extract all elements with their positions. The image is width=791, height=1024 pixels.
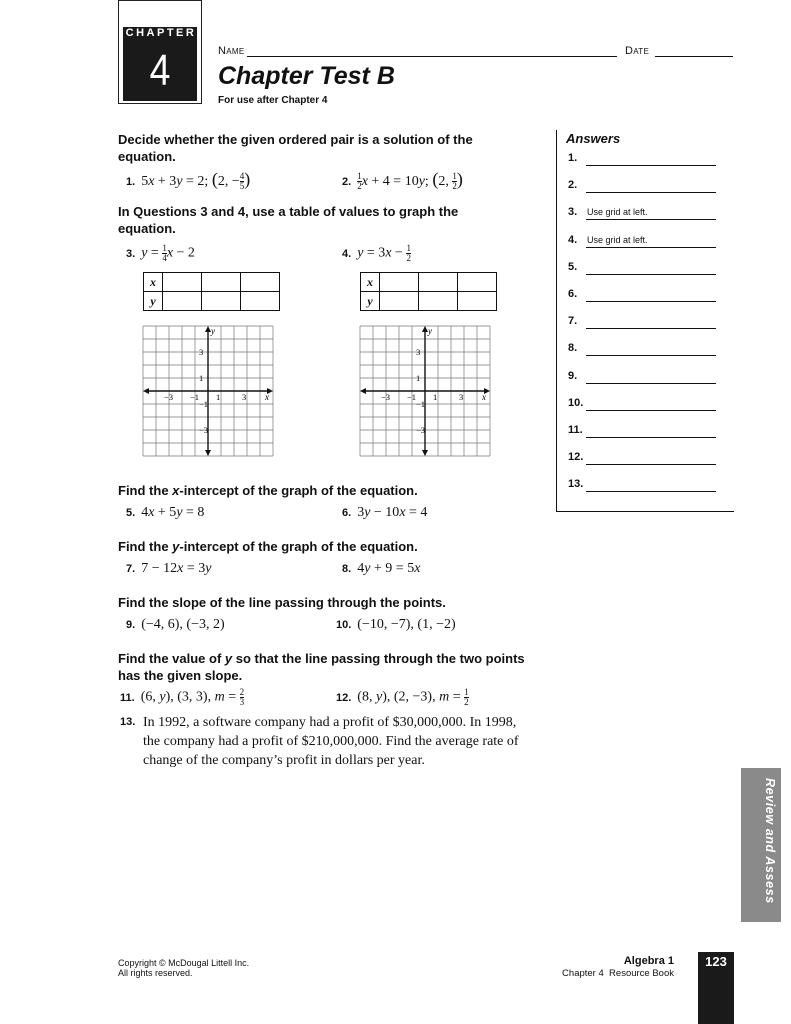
answer-row[interactable] [568, 288, 718, 302]
answer-line[interactable] [586, 355, 716, 356]
answer-line[interactable] [586, 464, 716, 465]
x-tick-label: −3 [381, 392, 391, 402]
table-cell[interactable] [163, 292, 202, 311]
answer-number: 12. [568, 451, 584, 464]
page-number: 123 [705, 954, 727, 969]
answer-row[interactable] [568, 478, 718, 492]
table-cell[interactable] [202, 273, 241, 292]
answer-row[interactable] [568, 234, 718, 248]
chapter-number: 4 [149, 46, 171, 95]
answer-line[interactable] [586, 219, 716, 220]
table-x-header: x [144, 273, 163, 292]
answer-row[interactable] [568, 315, 718, 329]
section-2-instruction: In Questions 3 and 4, use a table of values to graph the equation. [118, 204, 459, 236]
table-y-header: y [144, 292, 163, 311]
table-cell[interactable] [419, 292, 458, 311]
answer-number: 9. [568, 369, 578, 382]
answer-number: 11. [568, 424, 583, 436]
answer-line[interactable] [586, 247, 716, 248]
x-tick-label: 1 [216, 392, 221, 402]
table-cell[interactable] [458, 273, 497, 292]
question-number: 8. [342, 563, 352, 575]
answer-line[interactable] [586, 410, 716, 411]
answer-row[interactable] [568, 206, 718, 220]
question-3: 3. y = $\frac{1}{4}$ x − 2 [126, 243, 195, 263]
question-8: 8. 4y + 9 = 5x [342, 561, 421, 576]
answer-line[interactable] [586, 328, 716, 329]
x-tick-label: 3 [242, 392, 247, 402]
question-9: 9. (−4, 6), (−3, 2) [126, 617, 225, 632]
answer-line[interactable] [586, 274, 716, 275]
y-axis-arrow-down [205, 450, 211, 456]
footer-book-title: Algebra 1 [623, 955, 674, 967]
answer-row[interactable] [568, 261, 718, 275]
question-number: 6. [342, 507, 352, 519]
section-side-tab [741, 768, 781, 922]
question-number: 2. [342, 176, 352, 188]
question-number: 7. [126, 563, 136, 575]
x-tick-label: 3 [459, 392, 464, 402]
y-tick-label: −3 [199, 425, 209, 435]
page-title: Chapter Test B [218, 62, 395, 90]
y-tick-label: −1 [416, 399, 426, 409]
answer-line[interactable] [586, 491, 716, 492]
page-number-tab [698, 952, 734, 1024]
question-number: 10. [336, 619, 352, 631]
question-number: 3. [126, 247, 136, 260]
answer-row[interactable] [568, 451, 718, 465]
answer-line[interactable] [586, 383, 716, 384]
x-tick-label: −1 [407, 392, 417, 402]
x-tick-label: 1 [433, 392, 438, 402]
question-number: 13. [120, 716, 136, 728]
y-tick-label: 1 [199, 373, 204, 383]
answer-number: 2. [568, 179, 578, 192]
answer-number: 10. [568, 396, 584, 409]
table-cell[interactable] [380, 292, 419, 311]
coordinate-grid-3[interactable] [142, 324, 274, 458]
question-6: 6. 3y − 10x = 4 [342, 505, 428, 520]
answers-title: Answers [566, 131, 621, 146]
x-axis-arrow-left [143, 388, 149, 394]
answer-number: 1. [568, 152, 578, 164]
y-axis-arrow-down [422, 450, 428, 456]
question-10: 10. (−10, −7), (1, −2) [336, 617, 456, 632]
x-axis-label: x [482, 392, 486, 402]
section-3-instruction: Find the x-intercept of the graph of the equation. [118, 483, 418, 498]
page-subtitle: For use after Chapter 4 [218, 95, 328, 106]
answer-line[interactable] [586, 192, 716, 193]
table-y-header: y [361, 292, 380, 311]
answer-row[interactable] [568, 342, 718, 356]
y-axis-label: y [428, 326, 432, 336]
answer-number: 4. [568, 233, 578, 246]
answer-number: 5. [568, 260, 578, 273]
table-cell[interactable] [202, 292, 241, 311]
y-tick-label: 3 [199, 347, 204, 357]
answer-row[interactable] [568, 370, 718, 384]
x-axis-label: x [265, 392, 269, 402]
y-tick-label: 3 [416, 347, 421, 357]
answer-row[interactable] [568, 179, 718, 193]
answer-text: Use grid at left. [587, 234, 648, 245]
answer-number: 13. [568, 478, 584, 491]
question-13-line-1: In 1992, a software company had a profit of $30,000,000. In 1998, [143, 715, 517, 730]
side-tab-label: Review and Assess [763, 778, 777, 904]
y-tick-label: −3 [416, 425, 426, 435]
answer-number: 6. [568, 288, 578, 300]
question-11: 11. (6, y), (3, 3), m = $\frac{2}{3}$ [120, 687, 245, 707]
footer-resource-book: Chapter 4 Resource Book [562, 968, 674, 979]
question-13-line-2: the company had a profit of $210,000,000. Find the average rate of [143, 734, 519, 749]
answer-row[interactable] [568, 397, 718, 411]
table-cell[interactable] [241, 273, 280, 292]
table-cell[interactable] [419, 273, 458, 292]
value-table-4 [360, 272, 497, 311]
date-field-line[interactable] [655, 56, 733, 57]
answer-text: Use grid at left. [587, 207, 648, 218]
name-field-line[interactable] [247, 56, 617, 57]
x-tick-label: −3 [164, 392, 174, 402]
table-cell[interactable] [163, 273, 202, 292]
name-label: Name [218, 45, 245, 57]
answer-number: 7. [568, 315, 578, 328]
section-6-instruction: Find the value of y so that the line passing through the two points has the given slope. [118, 651, 525, 683]
answer-row[interactable] [568, 152, 718, 166]
question-13-line-3: change of the company’s profit in dollars per year. [143, 753, 425, 768]
answer-row[interactable] [568, 424, 718, 438]
footer-copyright: Copyright © McDougal Littell Inc. [118, 958, 250, 968]
section-5-instruction: Find the slope of the line passing through the points. [118, 595, 446, 610]
question-number: 4. [342, 247, 352, 260]
date-label: Date [625, 45, 650, 57]
chapter-word: CHAPTER [125, 27, 197, 39]
answer-number: 8. [568, 342, 578, 355]
answer-number: 3. [568, 206, 578, 219]
question-number: 1. [126, 176, 136, 188]
question-4: 4. y = 3x − $\frac{1}{2}$ [342, 243, 411, 263]
table-x-header: x [361, 273, 380, 292]
answer-line[interactable] [586, 165, 716, 166]
table-cell[interactable] [380, 273, 419, 292]
x-axis-arrow-left [360, 388, 366, 394]
x-tick-label: −1 [190, 392, 200, 402]
question-number: 5. [126, 507, 136, 519]
section-4-instruction: Find the y-intercept of the graph of the equation. [118, 539, 418, 554]
question-7: 7. 7 − 12x = 3y [126, 561, 212, 576]
question-12: 12. (8, y), (2, −3), m = $\frac{1}{2}$ [336, 687, 469, 707]
answer-line[interactable] [586, 301, 716, 302]
footer-rights: All rights reserved. [118, 968, 193, 978]
question-number: 9. [126, 619, 136, 631]
question-number: 12. [336, 691, 352, 704]
question-number: 11. [120, 691, 135, 704]
question-5: 5. 4x + 5y = 8 [126, 505, 205, 520]
value-table-3 [143, 272, 280, 311]
answer-line[interactable] [586, 437, 716, 438]
y-tick-label: 1 [416, 373, 421, 383]
y-tick-label: −1 [199, 399, 209, 409]
section-1-instruction: Decide whether the given ordered pair is a solution of the equation. [118, 132, 473, 164]
table-cell[interactable] [458, 292, 497, 311]
question-2: 2. $\frac{1}{2}$ x + 4 = 10y; (2, $\frac{1}{2}$ ) [342, 169, 463, 192]
question-1: 1. 5x + 3y = 2; (2, − $\frac{4}{5}$ ) [126, 169, 251, 192]
y-axis-label: y [211, 326, 215, 336]
table-cell[interactable] [241, 292, 280, 311]
coordinate-grid-4[interactable] [359, 324, 491, 458]
